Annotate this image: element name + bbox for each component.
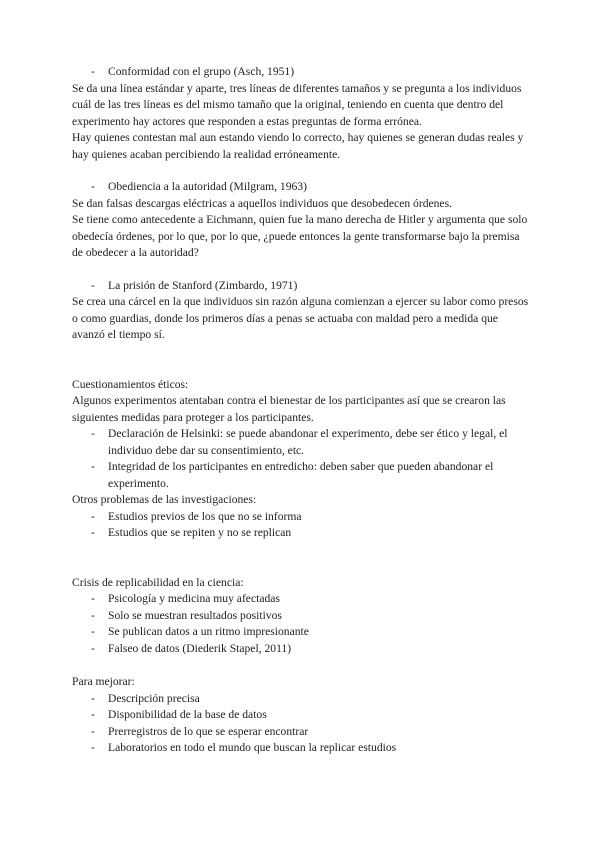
crisis-item-2: Solo se muestran resultados positivos [108, 608, 282, 622]
ethics-item-integrity: Integridad de los participantes en entredicho: deben saber que pueden abandonar el experimento. [108, 460, 494, 490]
other-problems-heading: Otros problemas de las investigaciones: [72, 493, 257, 506]
section-stanford [72, 278, 532, 344]
asch-paragraph-1: Se da una línea estándar y aparte, tres líneas de diferentes tamaños y se pregunta a los individuos cuál de las tres líneas es del mismo tamaño que la original, teniendo en cuenta que dentro del experimento hay actores que responden a estas preguntas de forma errónea. [72, 81, 522, 128]
section-crisis [72, 575, 532, 658]
improve-heading: Para mejorar: [72, 675, 135, 688]
bullet-dash: - [91, 427, 95, 440]
list-item [72, 608, 532, 625]
bullet-dash: - [91, 509, 95, 523]
improve-item-4: Laboratorios en todo el mundo que buscan la replicar estudios [108, 741, 397, 754]
bullet-dash: - [91, 691, 95, 705]
crisis-item-4: Falseo de datos (Diederik Stapel, 2011) [108, 641, 292, 655]
section-improve [72, 674, 532, 757]
bullet-dash: - [91, 65, 95, 78]
list-item [72, 591, 532, 608]
list-item [72, 740, 532, 757]
asch-paragraph-2: Hay quienes contestan mal aun estando viendo lo correcto, hay quienes se generan dudas reales y hay quienes acaban percibiendo la realidad erróneamente. [72, 131, 524, 161]
section-milgram [72, 179, 532, 262]
stanford-bullet: La prisión de Stanford (Zimbardo, 1971) [108, 278, 298, 292]
bullet-dash: - [91, 625, 95, 638]
bullet-dash: - [91, 741, 95, 754]
list-item [72, 509, 532, 526]
ethics-heading: Cuestionamientos éticos: [72, 377, 189, 391]
other-item-2: Estudios que se repiten y no se replican [108, 526, 292, 539]
asch-bullet: Conformidad con el grupo (Asch, 1951) [108, 65, 295, 78]
list-item [72, 278, 532, 295]
crisis-item-3: Se publican datos a un ritmo impresionante [108, 625, 309, 638]
improve-item-2: Disponibilidad de la base de datos [108, 708, 267, 721]
milgram-paragraph-2: Se tiene como antecedente a Eichmann, quien fue la mano derecha de Hitler y argumenta que solo obedecía órdenes, por lo que, por lo que, ¿puede entonces la gente transformarse bajo la premisa de obedecer a la autoridad? [72, 213, 528, 259]
bullet-dash: - [91, 608, 95, 622]
crisis-item-1: Psicología y medicina muy afectadas [108, 592, 280, 605]
list-item [72, 459, 532, 492]
list-item [72, 426, 532, 459]
improve-item-3: Prerregistros de lo que se esperar encontrar [108, 724, 309, 738]
crisis-heading: Crisis de replicabilidad en la ciencia: [72, 575, 244, 589]
list-item [72, 641, 532, 658]
section-asch [72, 64, 532, 163]
document-page [72, 64, 532, 757]
list-item [72, 691, 532, 708]
bullet-dash: - [91, 180, 95, 193]
bullet-dash: - [91, 641, 95, 655]
milgram-paragraph-1: Se dan falsas descargas eléctricas a aquellos individuos que desobedecen órdenes. [72, 196, 452, 210]
improve-item-1: Descripción precisa [108, 691, 200, 705]
bullet-dash: - [91, 526, 95, 539]
section-ethics [72, 377, 532, 542]
list-item [72, 724, 532, 741]
bullet-dash: - [91, 278, 95, 292]
list-item [72, 707, 532, 724]
ethics-intro: Algunos experimentos atentaban contra el bienestar de los participantes así que se crearon las siguientes medidas para proteger a los participantes. [72, 394, 506, 424]
list-item [72, 624, 532, 641]
stanford-paragraph-1: Se crea una cárcel en la que individuos sin razón alguna comienzan a ejercer su labor como presos o como guardias, donde los primeros días a penas se actuaba con maldad pero a medida que avanzó el tiempo sí. [72, 295, 529, 341]
milgram-bullet: Obediencia a la autoridad (Milgram, 1963) [108, 180, 307, 193]
list-item [72, 179, 532, 196]
other-item-1: Estudios previos de los que no se informa [108, 509, 302, 523]
list-item [72, 64, 532, 81]
list-item [72, 525, 532, 542]
bullet-dash: - [91, 724, 95, 738]
bullet-dash: - [91, 592, 95, 605]
bullet-dash: - [91, 460, 95, 473]
bullet-dash: - [91, 708, 95, 721]
ethics-item-helsinki: Declaración de Helsinki: se puede abandonar el experimento, debe ser ético y legal, el individuo debe dar su consentimiento, etc. [108, 427, 508, 457]
